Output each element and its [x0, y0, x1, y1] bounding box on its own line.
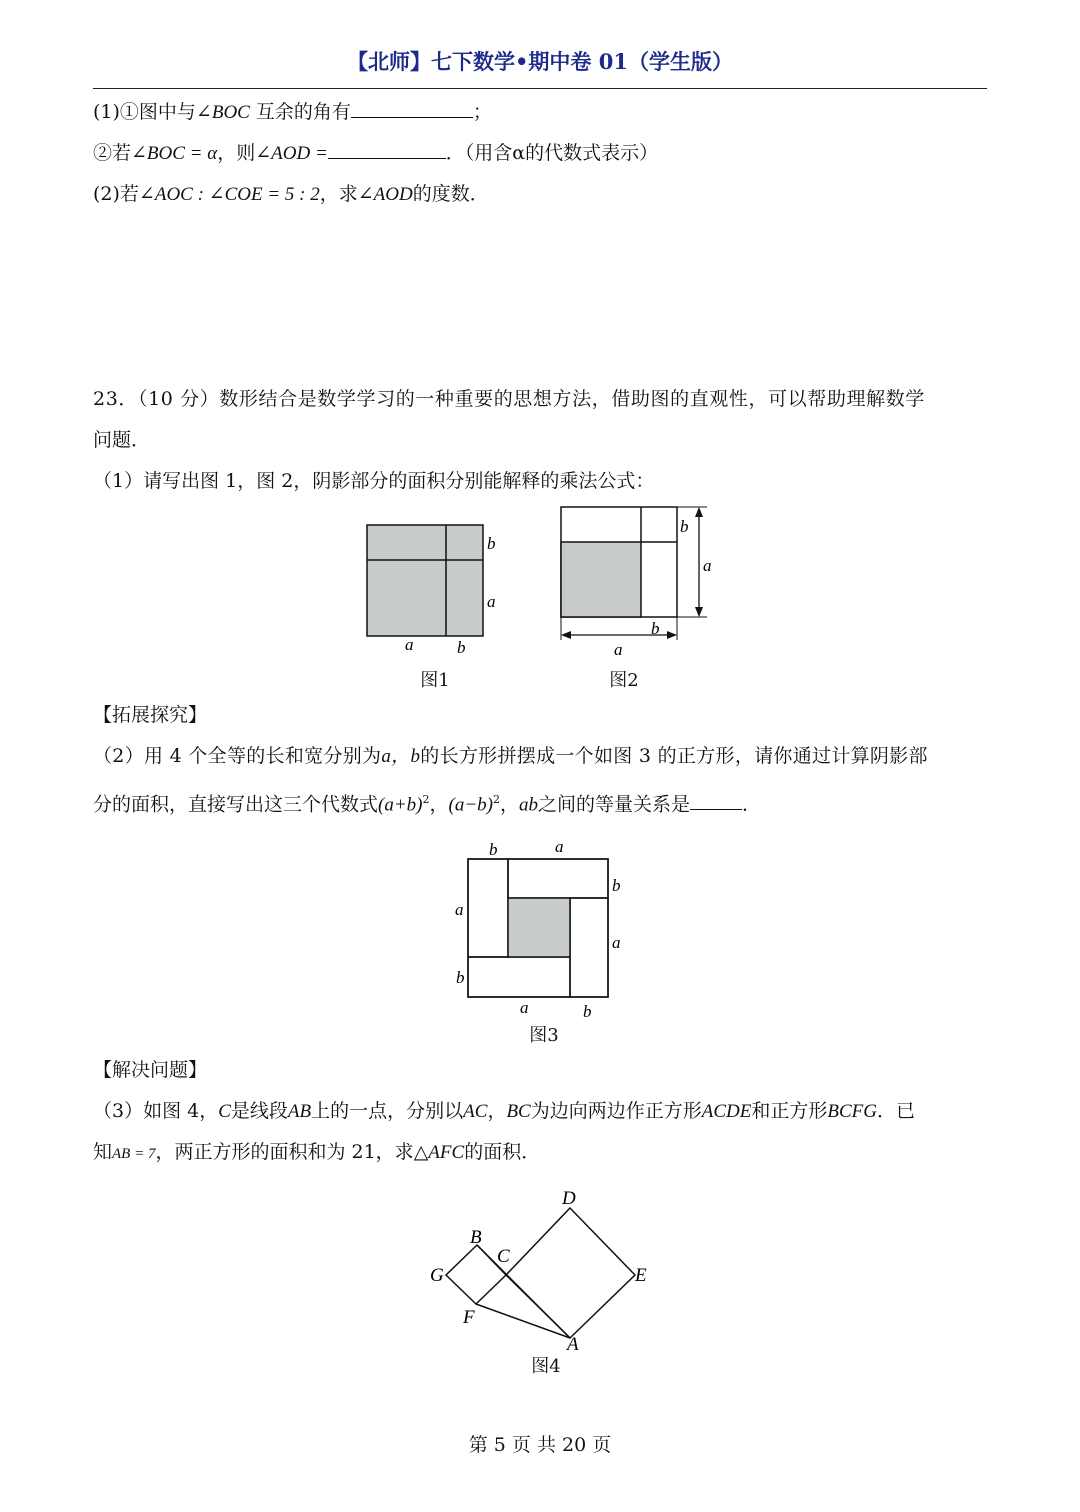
q23-intro-line2: 问题． — [93, 429, 151, 451]
square-label: ACDE — [701, 1101, 752, 1122]
text: (2)若 — [93, 183, 139, 205]
triangle-label: △AFC — [413, 1142, 465, 1163]
ratio-expr: ∠AOC : ∠COE = 5 : 2 — [138, 184, 320, 205]
arrow-head-icon — [667, 631, 677, 639]
segment-label: AC — [463, 1101, 488, 1122]
answer-blank[interactable] — [690, 808, 742, 810]
fig3-rect-top — [508, 859, 608, 898]
fig3-label: b — [456, 968, 465, 987]
exponent: 2 — [422, 793, 430, 806]
fig4-segment-AF — [476, 1304, 570, 1338]
fig4-point-B: B — [470, 1227, 482, 1248]
fig3-label: b — [489, 840, 498, 859]
square-label: BCFG — [827, 1101, 877, 1122]
text: （2）用 4 个全等的长和宽分别为 — [93, 745, 382, 767]
fig2-label-a-right: a — [703, 556, 712, 575]
fig3-rect-left — [468, 859, 508, 957]
expr-ab: ab — [519, 794, 539, 816]
fig1-label-b-right: b — [487, 534, 496, 553]
fig4-point-E: E — [635, 1265, 647, 1286]
point-label: C — [218, 1101, 231, 1122]
angle-expr: ∠AOD = — [255, 143, 328, 164]
fig3-label: a — [455, 900, 464, 919]
fig1-label-a-right: a — [487, 592, 496, 611]
fig4-point-D: D — [562, 1188, 576, 1209]
q22-part1-line2 — [93, 142, 658, 166]
fig2-label-a-bottom: a — [614, 640, 623, 659]
text: 互余的角有 — [255, 101, 351, 123]
fig4-caption: 图4 — [531, 1356, 561, 1377]
equation: AB = 7 — [112, 1146, 156, 1162]
text: ． — [742, 793, 762, 816]
text: 上的一点，分别以 — [311, 1100, 464, 1122]
arrow-head-icon — [695, 607, 703, 617]
q23-part1: （1）请写出图 1，图 2，阴影部分的面积分别能解释的乘法公式： — [93, 470, 655, 492]
text: ．已 — [876, 1100, 915, 1122]
figure-2 — [552, 500, 727, 665]
page-header-title: 【北师】七下数学•期中卷 01（学生版） — [347, 49, 733, 74]
fig4-point-A: A — [567, 1334, 579, 1350]
fig2-label-b-bottom: b — [651, 619, 660, 638]
fig4-point-F: F — [463, 1307, 475, 1328]
fig3-label: b — [612, 876, 621, 895]
fig3-rect-bottom — [468, 957, 570, 997]
text: ．（用含α的代数式表示） — [445, 142, 659, 164]
header-rule — [93, 88, 987, 89]
q22-part1-line1 — [93, 101, 492, 125]
expr-a-plus-b: (a+b) — [378, 794, 423, 816]
text: ，求 — [319, 183, 358, 205]
expr-a-minus-b: (a−b) — [448, 794, 493, 816]
fig4-point-C: C — [497, 1246, 510, 1267]
fig1-caption: 图1 — [420, 670, 450, 691]
segment-label: BC — [506, 1101, 531, 1122]
text: 之间的等量关系是 — [538, 793, 691, 816]
fig2-caption: 图2 — [609, 670, 639, 691]
text: ，两正方形的面积和为 21，求 — [155, 1141, 414, 1163]
segment-label: AB — [287, 1101, 312, 1122]
fig2-label-b-top: b — [680, 517, 689, 536]
q22-part2-line — [93, 183, 489, 207]
fig3-label: a — [520, 998, 529, 1017]
q23-part3-line2 — [93, 1141, 540, 1165]
vars: a，b — [381, 746, 421, 767]
answer-blank[interactable] — [351, 116, 473, 118]
page-footer: 第 5 页 共 20 页 — [468, 1434, 612, 1456]
text: 分的面积，直接写出这三个代数式 — [93, 793, 379, 816]
fig1-label-b-bottom: b — [457, 638, 466, 657]
q23-part3-line1 — [93, 1100, 915, 1124]
section-solve-heading: 【解决问题】 — [93, 1059, 208, 1081]
arrow-head-icon — [561, 631, 571, 639]
fig3-shaded-square — [508, 898, 570, 957]
arrow-head-icon — [695, 507, 703, 517]
exponent: 2 — [493, 793, 500, 806]
text: 和正方形 — [751, 1100, 828, 1122]
text: 为边向两边作正方形 — [530, 1100, 702, 1122]
text: （3）如图 4， — [93, 1100, 219, 1122]
text: 是线段 — [230, 1100, 288, 1122]
fig3-label: b — [583, 1002, 592, 1021]
fig3-caption: 图3 — [529, 1025, 559, 1046]
text: ； — [472, 101, 492, 123]
fig1-outer-square — [367, 525, 483, 636]
angle-expr: ∠BOC = α — [131, 143, 218, 164]
text: 的面积． — [464, 1141, 541, 1163]
fig3-rect-right — [570, 898, 608, 997]
fig4-point-G: G — [430, 1265, 444, 1286]
figure-4 — [420, 1180, 670, 1350]
fig3-label: a — [555, 837, 564, 856]
fig2-shaded-rect — [561, 542, 641, 617]
q23-intro-line1: 23．（10 分）数形结合是数学学习的一种重要的思想方法，借助图的直观性，可以帮助理解数学 — [93, 388, 925, 410]
angle-expr: ∠AOD — [357, 184, 413, 205]
section-extend-heading: 【拓展探究】 — [93, 704, 208, 726]
text: ， — [487, 1100, 507, 1122]
answer-blank[interactable] — [328, 157, 446, 159]
text: 的长方形拼摆成一个如图 3 的正方形，请你通过计算阴影部 — [420, 745, 928, 767]
angle-expr: ∠BOC — [195, 102, 250, 123]
fig3-label: a — [612, 933, 621, 952]
fig4-square-ACDE — [506, 1208, 635, 1338]
text: ②若 — [93, 142, 132, 164]
q23-part2-line2: 分的面积，直接写出这三个代数式$(a+b)^2$，$(a-b)^2$，ab之间的等量关系是 ． — [93, 793, 762, 816]
figure-1 — [355, 515, 515, 665]
text: (1)①图中与 — [93, 101, 196, 123]
q23-part2-line1 — [93, 745, 928, 769]
text: 知 — [93, 1141, 113, 1163]
fig1-label-a-bottom: a — [405, 635, 414, 654]
text: ，则 — [217, 142, 256, 164]
text: 的度数． — [412, 183, 489, 205]
fig4-segment-AB — [477, 1245, 570, 1338]
figure-3 — [448, 835, 633, 1025]
